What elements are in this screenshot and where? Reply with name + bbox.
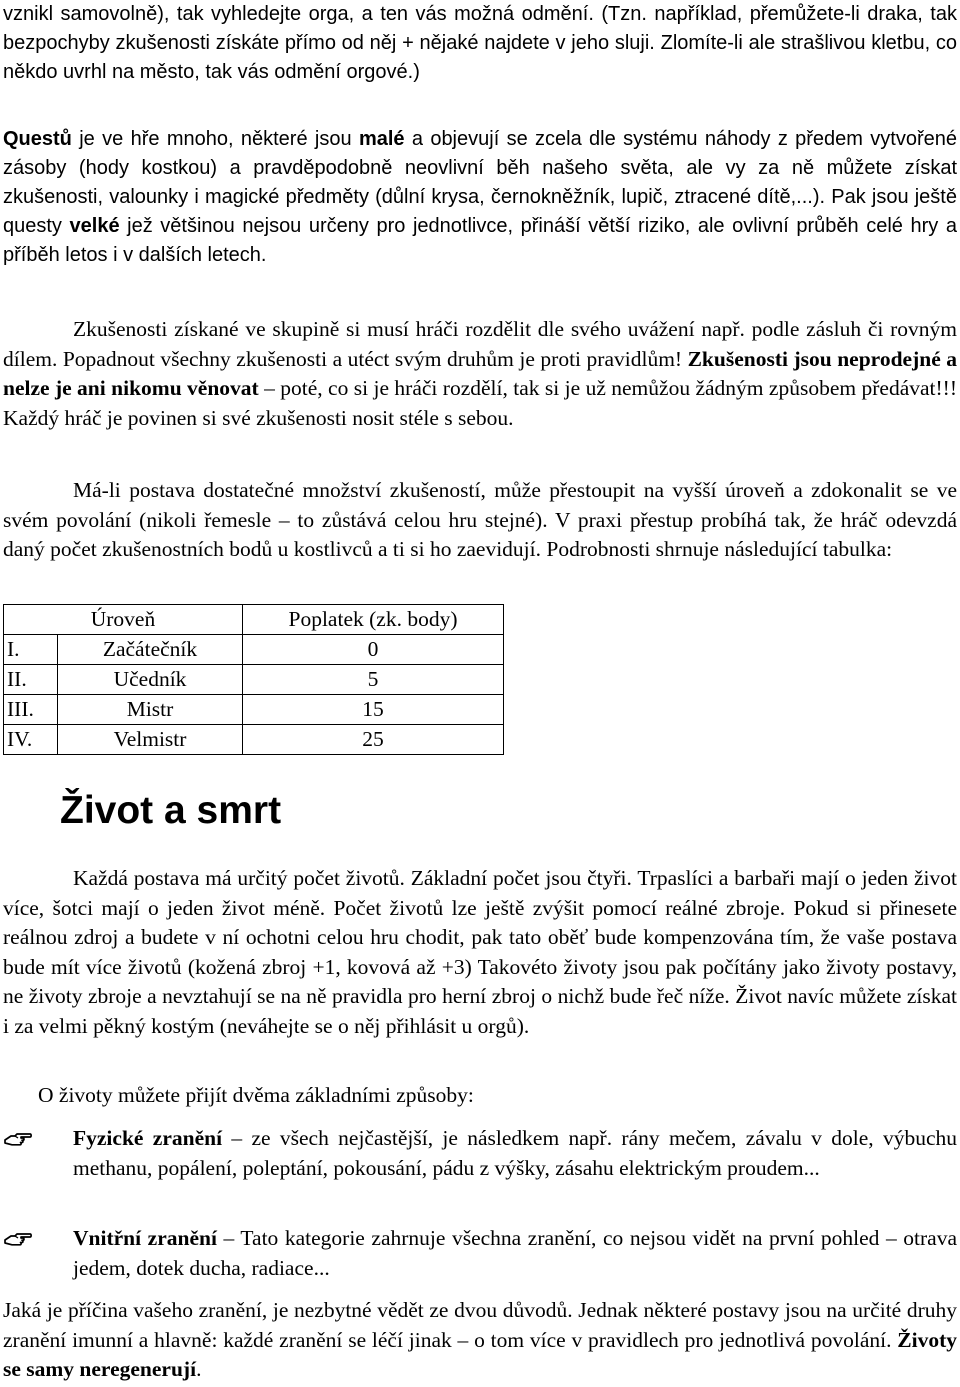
quests-text-1: je ve hře mnoho, některé jsou	[71, 128, 359, 150]
lives-text: Každá postava má určitý počet životů. Základní počet jsou čtyři. Trpaslíci a barbaři mají o jeden život více, šotci mají o jeden život méně. Počet životů lze ještě zvýšit pomocí reálné zbroje. Pokud si přinesete reálnou zdroj a budete v ní ochotni celou hru chodit, pak tato oběť bude kompenzována tím, že vaše postava bude mít více životů (kožená zbroj +1, kovová až +3) Takovéto životy jsou pak počítány jako životy postavy, ne životy zbroje a nevztahují se na ně pravidla pro herní zbroj o nichž bude řeč níže. Život navíc můžete získat i za velmi pěkný kostým (neváhejte se o něj přihlásit u orgů).	[3, 866, 957, 1038]
level-number: I.	[4, 635, 58, 665]
level-name: Mistr	[58, 695, 243, 725]
level-fee: 25	[243, 725, 504, 755]
group-experience-text-2: – poté, co si je hráči rozdělí, tak si je už nemůžou žádným způsobem předávat!!! Každý hráč je povinen si své zkušenosti nosit stéle s sebou.	[3, 376, 958, 430]
hand-pointing-icon	[3, 1124, 73, 1147]
quests-text-3: jež většinou nejsou určeny pro jednotlivce, přináší větší riziko, ale ovlivní průběh celé hry a příběh letos i v dalších letech.	[3, 215, 957, 266]
intro-text: vznikl samovolně), tak vyhledejte orga, a ten vás možná odmění. (Tzn. například, přemůžete-li draka, tak bezpochyby zkušenosti získáte přímo od něj + nějaké najdete v jeho sluji. Zlomíte-li ale strašlivou kletbu, co někdo uvrhl na město, tak vás odmění orgové.)	[3, 3, 957, 83]
quests-term: Questů	[3, 128, 72, 150]
injury-cause-text-1: Jaká je příčina vašeho zranění, je nezbytné vědět ze dvou důvodů. Jednak některé postavy jsou na určité druhy zranění imunní a hlavně: každé zranění se léčí jinak – o tom více v pravidlech pro jednotlivá povolání.	[3, 1298, 957, 1352]
level-fee: 15	[243, 695, 504, 725]
no-regeneration-bold: Životy se samy neregenerují	[3, 1327, 957, 1381]
level-number: II.	[4, 665, 58, 695]
table-row	[4, 695, 504, 725]
list-item	[3, 1224, 957, 1283]
table-row	[4, 725, 504, 755]
experience-rule-bold: Zkušenosti jsou neprodejné a nelze je ani nikomu věnovat	[3, 346, 957, 400]
level-number: III.	[4, 695, 58, 725]
level-name: Velmistr	[58, 725, 243, 755]
level-fee: 0	[243, 635, 504, 665]
intro-paragraph	[3, 0, 957, 87]
bullet-text: – Tato kategorie zahrnuje všechna zranění, co nejsou vidět na první pohled – otrava jedem, dotek ducha, radiace...	[73, 1226, 957, 1280]
ways-intro-paragraph	[38, 1081, 957, 1111]
group-experience-text-1: Zkušenosti získané ve skupině si musí hráči rozdělit dle svého uvážení např. podle zásluh či rovným dílem. Popadnout všechny zkušenosti a utéct svým druhům je proti pravidlům!	[3, 317, 957, 371]
table-row	[4, 665, 504, 695]
ways-intro-text: O životy můžete přijít dvěma základními způsoby:	[38, 1083, 474, 1107]
list-item	[3, 1124, 957, 1183]
header-fee: Poplatek (zk. body)	[243, 605, 504, 635]
table-header-row	[4, 605, 504, 635]
level-name: Začátečník	[58, 635, 243, 665]
lives-paragraph	[3, 864, 957, 1041]
bullet-text: – ze všech nejčastější, je následkem např. rány mečem, závalu v dole, výbuchu methanu, popálení, poleptání, pokousání, pádu z výšky, zásahu elektrickým proudem...	[73, 1126, 957, 1180]
level-up-text: Má-li postava dostatečné množství zkušeností, může přestoupit na vyšší úroveň a zdokonalit se ve svém povolání (nikoli řemesle – to zůstává celou hru stejné). V praxi přestup probíhá tak, že hráč odevzdá daný počet zkušenostních bodů u kostlivců a ti si ho zaevidují. Podrobnosti shrnuje následující tabulka:	[3, 478, 957, 561]
table-row	[4, 635, 504, 665]
small-quests-term: malé	[358, 128, 405, 150]
bullet-title: Fyzické zranění	[73, 1126, 223, 1150]
injury-cause-paragraph	[3, 1296, 957, 1385]
level-number: IV.	[4, 725, 58, 755]
levels-table	[3, 604, 504, 755]
header-level: Úroveň	[4, 605, 243, 635]
injury-cause-text-2: .	[196, 1357, 202, 1381]
quests-text-2: a objevují se zcela dle systému náhody z předem vytvořené zásoby (hody kostkou) a pravděpodobně neovlivní běh našeho světa, ale vy za ně můžete získat zkušenosti, valounky i magické předměty (důlní krysa, černokněžník, lupič, ztracené dítě,...). Pak jsou ještě questy	[3, 128, 957, 237]
bullet-title: Vnitřní zranění	[73, 1226, 217, 1250]
section-heading: Život a smrt	[60, 789, 282, 832]
quests-paragraph	[3, 125, 957, 270]
big-quests-term: velké	[69, 215, 120, 237]
level-name: Učedník	[58, 665, 243, 695]
level-up-paragraph	[3, 476, 957, 565]
level-fee: 5	[243, 665, 504, 695]
group-experience-paragraph	[3, 315, 957, 433]
hand-pointing-icon	[3, 1224, 73, 1247]
